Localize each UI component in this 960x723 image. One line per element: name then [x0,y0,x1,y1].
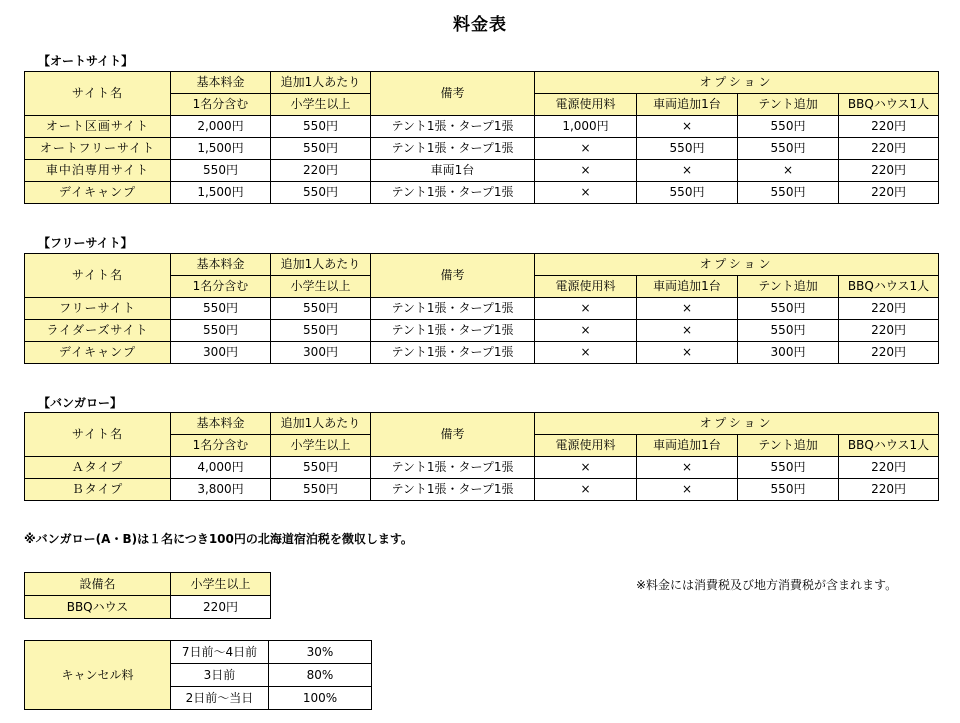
header-car: 車両追加1台 [637,276,738,298]
section-label: 【フリーサイト】 [38,236,133,250]
facility-name: BBQハウス [25,596,171,619]
remarks: テント1張・タープ1張 [371,342,535,364]
header-car: 車両追加1台 [637,94,738,116]
bbq-fee: 220円 [839,457,939,479]
cancel-fee-table [24,640,372,710]
header-tent: テント追加 [738,94,839,116]
cancel-rate: 80% [269,664,372,687]
base-fee: 1,500円 [171,138,271,160]
bbq-fee: 220円 [839,182,939,204]
bbq-fee: 220円 [839,160,939,182]
base-fee: 2,000円 [171,116,271,138]
tent-fee: 550円 [738,457,839,479]
header-options: オプション [535,413,939,435]
car-fee: × [637,457,738,479]
car-fee: 550円 [637,182,738,204]
header-base-fee-sub: 1名分含む [171,435,271,457]
table-row [25,138,939,160]
section-label: 【バンガロー】 [38,396,123,410]
header-row [25,72,939,94]
table-row [25,116,939,138]
table-row [25,320,939,342]
header-row [25,413,939,435]
remarks: テント1張・タープ1張 [371,320,535,342]
header-car: 車両追加1台 [637,435,738,457]
header-remarks: 備考 [371,413,535,457]
remarks: テント1張・タープ1張 [371,298,535,320]
header-site-name: サイト名 [25,72,171,116]
table-row [25,479,939,501]
extra-person: 550円 [271,138,371,160]
base-fee: 550円 [171,298,271,320]
table-row [25,160,939,182]
facility-price: 220円 [171,596,271,619]
site-name: Ａタイプ [25,457,171,479]
extra-person: 300円 [271,342,371,364]
base-fee: 4,000円 [171,457,271,479]
price-table [24,253,939,364]
site-name: 車中泊専用サイト [25,160,171,182]
header-extra-person-sub: 小学生以上 [271,435,371,457]
page-title: 料金表 [453,15,507,35]
header-base-fee: 基本料金 [171,413,271,435]
bbq-fee: 220円 [839,298,939,320]
tent-fee: 550円 [738,298,839,320]
extra-person: 220円 [271,160,371,182]
bbq-fee: 220円 [839,138,939,160]
header-options: オプション [535,254,939,276]
extra-person: 550円 [271,298,371,320]
header-base-fee: 基本料金 [171,72,271,94]
tent-fee: 550円 [738,138,839,160]
extra-person: 550円 [271,457,371,479]
header-site-name: サイト名 [25,413,171,457]
power-fee: × [535,479,637,501]
site-name: オートフリーサイト [25,138,171,160]
cancel-period: 3日前 [171,664,269,687]
consumption-tax-note: ※料金には消費税及び地方消費税が含まれます。 [636,578,898,592]
car-fee: × [637,160,738,182]
extra-person: 550円 [271,182,371,204]
table-row [25,457,939,479]
base-fee: 550円 [171,160,271,182]
header-bbq: BBQハウス1人 [839,94,939,116]
header-bbq: BBQハウス1人 [839,435,939,457]
header-extra-person-sub: 小学生以上 [271,276,371,298]
header-bbq: BBQハウス1人 [839,276,939,298]
base-fee: 1,500円 [171,182,271,204]
header-extra-person: 追加1人あたり [271,413,371,435]
tent-fee: 550円 [738,182,839,204]
base-fee: 550円 [171,320,271,342]
price-table [24,412,939,501]
header-base-fee-sub: 1名分含む [171,94,271,116]
remarks: テント1張・タープ1張 [371,182,535,204]
tent-fee: 550円 [738,320,839,342]
site-name: デイキャンプ [25,342,171,364]
header-base-fee-sub: 1名分含む [171,276,271,298]
tent-fee: × [738,160,839,182]
header-extra-person: 追加1人あたり [271,254,371,276]
table-row [25,182,939,204]
extra-person: 550円 [271,116,371,138]
cancel-rate: 30% [269,641,372,664]
base-fee: 300円 [171,342,271,364]
header-remarks: 備考 [371,254,535,298]
header-tent: テント追加 [738,276,839,298]
tent-fee: 300円 [738,342,839,364]
header-extra-person: 追加1人あたり [271,72,371,94]
header-remarks: 備考 [371,72,535,116]
base-fee: 3,800円 [171,479,271,501]
section-label: 【オートサイト】 [38,54,134,68]
header-extra-person-sub: 小学生以上 [271,94,371,116]
facility-header-price: 小学生以上 [171,573,271,596]
header-row [25,254,939,276]
car-fee: × [637,479,738,501]
remarks: 車両1台 [371,160,535,182]
site-name: Ｂタイプ [25,479,171,501]
power-fee: × [535,342,637,364]
header-power: 電源使用料 [535,276,637,298]
extra-person: 550円 [271,320,371,342]
car-fee: × [637,320,738,342]
header-power: 電源使用料 [535,435,637,457]
tent-fee: 550円 [738,479,839,501]
table-row [25,298,939,320]
facility-table [24,572,271,619]
bbq-fee: 220円 [839,342,939,364]
header-options: オプション [535,72,939,94]
price-table [24,71,939,204]
cancel-fee-label: キャンセル料 [25,641,171,710]
bungalow-tax-note: ※バンガロー(A・B)は１名につき100円の北海道宿泊税を徴収します。 [24,532,413,546]
site-name: ライダーズサイト [25,320,171,342]
tent-fee: 550円 [738,116,839,138]
power-fee: × [535,320,637,342]
car-fee: 550円 [637,138,738,160]
remarks: テント1張・タープ1張 [371,457,535,479]
bbq-fee: 220円 [839,320,939,342]
site-name: オート区画サイト [25,116,171,138]
remarks: テント1張・タープ1張 [371,479,535,501]
cancel-period: 2日前～当日 [171,687,269,710]
site-name: デイキャンプ [25,182,171,204]
power-fee: × [535,160,637,182]
power-fee: × [535,138,637,160]
car-fee: × [637,116,738,138]
car-fee: × [637,342,738,364]
car-fee: × [637,298,738,320]
cancel-period: 7日前～4日前 [171,641,269,664]
header-tent: テント追加 [738,435,839,457]
site-name: フリーサイト [25,298,171,320]
power-fee: × [535,298,637,320]
remarks: テント1張・タープ1張 [371,138,535,160]
remarks: テント1張・タープ1張 [371,116,535,138]
header-site-name: サイト名 [25,254,171,298]
table-row [25,342,939,364]
header-base-fee: 基本料金 [171,254,271,276]
power-fee: 1,000円 [535,116,637,138]
cancel-rate: 100% [269,687,372,710]
extra-person: 550円 [271,479,371,501]
power-fee: × [535,182,637,204]
header-power: 電源使用料 [535,94,637,116]
bbq-fee: 220円 [839,116,939,138]
power-fee: × [535,457,637,479]
facility-header-name: 設備名 [25,573,171,596]
bbq-fee: 220円 [839,479,939,501]
